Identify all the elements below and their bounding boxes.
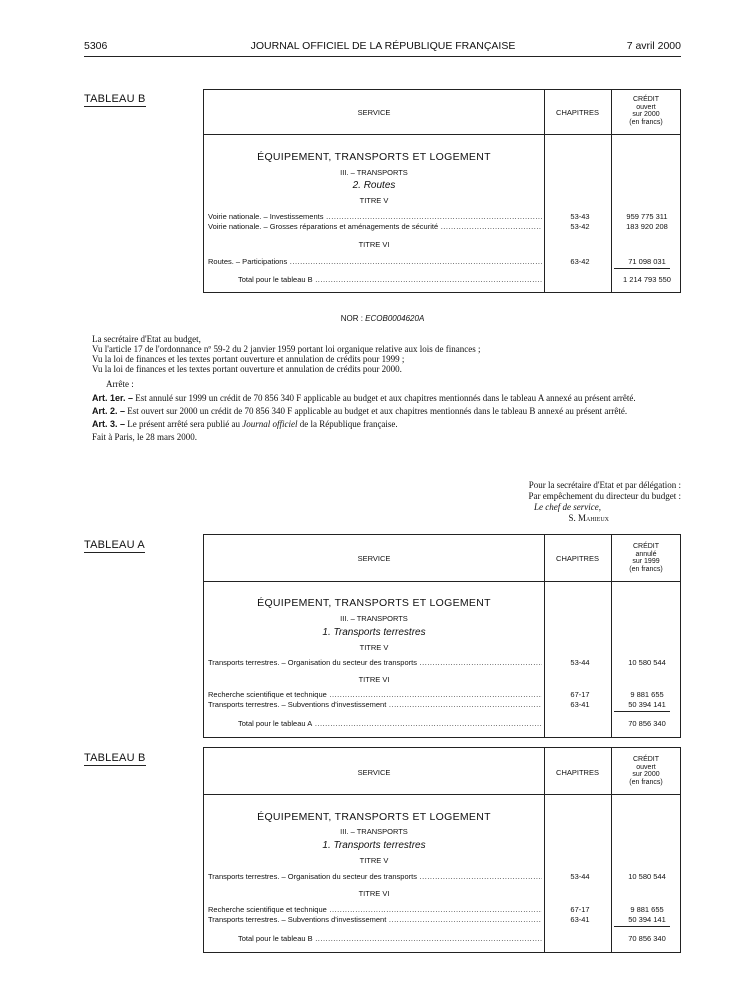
nor-prefix: NOR :: [340, 314, 366, 323]
decree-body: [84, 334, 681, 442]
col-service: SERVICE: [357, 768, 391, 777]
journal-title: JOURNAL OFFICIEL DE LA RÉPUBLIQUE FRANÇAISE: [250, 40, 516, 52]
ministry-heading: ÉQUIPEMENT, TRANSPORTS ET LOGEMENT: [257, 151, 491, 163]
table-label: TABLEAU A: [84, 539, 145, 551]
journal-name: Journal officiel: [242, 419, 298, 429]
total-amount: 70 856 340: [628, 719, 666, 728]
table-row: [204, 222, 682, 232]
issue-date: 7 avril 2000: [626, 40, 681, 52]
total-label: Total pour le tableau B .....: [238, 934, 542, 943]
signature-role: Le chef de service,: [534, 502, 601, 512]
subtotal-rule: [614, 268, 670, 269]
nor-reference: [84, 314, 681, 323]
chapter-heading: 2. Routes: [352, 180, 396, 191]
row-chapter: 53-44: [570, 658, 590, 667]
col-chapitres: CHAPITRES: [556, 768, 599, 777]
intro-line: Vu l'article 17 de l'ordonnance nº 59-2 du 2 janvier 1959 portant loi organique relative aux lois de finances ;: [92, 344, 481, 354]
col-chapitres: CHAPITRES: [556, 554, 599, 563]
article-number: Art. 1er. –: [92, 393, 134, 403]
article-text: Est annulé sur 1999 un crédit de 70 856 340 F applicable au budget et aux chapitres mentionnés dans le tableau A annexé au présent arrêté.: [133, 393, 636, 403]
table-row: [204, 905, 682, 915]
credit-line: (en francs): [629, 565, 663, 573]
titre-heading: TITRE V: [359, 856, 389, 865]
row-label: Transports terrestres. – Subventions d'investissement .....: [208, 915, 542, 924]
table-row: [204, 915, 682, 925]
row-label: Transports terrestres. – Subventions d'investissement .....: [208, 700, 542, 709]
credit-line: CRÉDIT: [632, 96, 660, 103]
table-row: [204, 212, 682, 222]
credit-line: sur 1999: [632, 558, 660, 565]
header-divider: [204, 134, 680, 135]
subtotal-rule: [614, 926, 670, 927]
total-row: [204, 934, 682, 944]
intro-line: Vu la loi de finances et les textes portant ouverture et annulation de crédits pour 2000.: [92, 364, 402, 374]
header-rule: [84, 56, 681, 57]
col-chapitres: CHAPITRES: [556, 108, 599, 117]
row-label: Transports terrestres. – Organisation du secteur des transports .....: [208, 658, 542, 667]
article: [84, 393, 681, 403]
nor-code: ECOB0004620A: [365, 314, 425, 323]
col-credit: [611, 543, 681, 573]
total-row: [204, 719, 682, 729]
article-text: Est ouvert sur 2000 un crédit de 70 856 340 F applicable au budget et aux chapitres mentionnés dans le tableau B annexé au présent arrêté.: [125, 406, 628, 416]
row-label: Voirie nationale. – Investissements .....: [208, 212, 542, 221]
section-heading: III. – TRANSPORTS: [340, 827, 408, 836]
row-amount: 183 920 208: [626, 222, 668, 231]
budget-table: [203, 747, 681, 953]
signature-block: [529, 480, 681, 524]
credit-line: sur 2000: [632, 771, 660, 778]
ministry-heading: ÉQUIPEMENT, TRANSPORTS ET LOGEMENT: [257, 811, 491, 823]
article-number: Art. 3. –: [92, 419, 126, 429]
table-row: [204, 257, 682, 267]
row-amount: 9 881 655: [630, 690, 664, 699]
header-divider: [204, 794, 680, 795]
article: [84, 419, 681, 429]
row-amount: 9 881 655: [630, 905, 664, 914]
credit-line: ouvert: [636, 103, 656, 111]
row-chapter: 53-42: [570, 222, 590, 231]
table-row: [204, 690, 682, 700]
article-text: Le présent arrêté sera publié au: [125, 419, 243, 429]
row-amount: 71 098 031: [628, 257, 666, 266]
row-chapter: 53-44: [570, 872, 590, 881]
titre-heading: TITRE VI: [358, 240, 390, 249]
arrete: Arrête :: [106, 379, 134, 389]
total-amount: 1 214 793 550: [623, 275, 671, 284]
signatory-name: S. Mahieux: [568, 513, 609, 523]
page-number: 5306: [84, 40, 108, 52]
credit-line: CRÉDIT: [632, 543, 660, 550]
row-chapter: 53-43: [570, 212, 590, 221]
budget-table: [203, 534, 681, 738]
row-chapter: 67-17: [570, 905, 590, 914]
table-row: [204, 658, 682, 668]
subtotal-rule: [614, 711, 670, 712]
chapter-heading: 1. Transports terrestres: [322, 840, 426, 851]
intro-line: La secrétaire d'Etat au budget,: [92, 334, 201, 344]
fait-line: Fait à Paris, le 28 mars 2000.: [92, 432, 197, 442]
row-label: Recherche scientifique et technique .....: [208, 690, 542, 699]
credit-line: ouvert: [636, 763, 656, 771]
col-service: SERVICE: [357, 554, 391, 563]
credit-line: (en francs): [629, 118, 663, 126]
credit-line: sur 2000: [632, 111, 660, 118]
row-amount: 10 580 544: [628, 872, 666, 881]
row-chapter: 63-41: [570, 700, 590, 709]
titre-heading: TITRE V: [359, 196, 389, 205]
table-label: TABLEAU B: [84, 752, 146, 764]
row-amount: 10 580 544: [628, 658, 666, 667]
row-amount: 959 775 311: [626, 212, 668, 221]
credit-line: (en francs): [629, 778, 663, 786]
article-number: Art. 2. –: [92, 406, 126, 416]
budget-table: [203, 89, 681, 293]
section-heading: III. – TRANSPORTS: [340, 614, 408, 623]
credit-line: annulé: [635, 550, 657, 558]
titre-heading: TITRE VI: [358, 675, 390, 684]
total-row: [204, 275, 682, 285]
total-amount: 70 856 340: [628, 934, 666, 943]
row-amount: 50 394 141: [628, 700, 666, 709]
row-label: Recherche scientifique et technique .....: [208, 905, 542, 914]
row-label: Transports terrestres. – Organisation du secteur des transports .....: [208, 872, 542, 881]
table-label: TABLEAU B: [84, 93, 146, 105]
intro-line: Vu la loi de finances et les textes portant ouverture et annulation de crédits pour 1999 ;: [92, 354, 405, 364]
total-label: Total pour le tableau A .....: [238, 719, 542, 728]
credit-line: CRÉDIT: [632, 756, 660, 763]
col-service: SERVICE: [357, 108, 391, 117]
row-label: Voirie nationale. – Grosses réparations et aménagements de sécurité .....: [208, 222, 542, 231]
chapter-heading: 1. Transports terrestres: [322, 627, 426, 638]
article: [84, 406, 681, 416]
signature-line: Pour la secrétaire d'Etat et par délégation :: [528, 480, 681, 490]
section-heading: III. – TRANSPORTS: [340, 168, 408, 177]
col-credit: [611, 96, 681, 126]
total-label: Total pour le tableau B .....: [238, 275, 542, 284]
titre-heading: TITRE VI: [358, 889, 390, 898]
table-row: [204, 872, 682, 882]
row-amount: 50 394 141: [628, 915, 666, 924]
signature-line: Par empêchement du directeur du budget :: [528, 491, 681, 501]
col-credit: [611, 756, 681, 786]
table-row: [204, 700, 682, 710]
ministry-heading: ÉQUIPEMENT, TRANSPORTS ET LOGEMENT: [257, 597, 491, 609]
article-text: de la République française.: [297, 419, 398, 429]
row-label: Routes. – Participations .....: [208, 257, 542, 266]
header-divider: [204, 581, 680, 582]
row-chapter: 63-41: [570, 915, 590, 924]
titre-heading: TITRE V: [359, 643, 389, 652]
row-chapter: 63-42: [570, 257, 590, 266]
row-chapter: 67-17: [570, 690, 590, 699]
